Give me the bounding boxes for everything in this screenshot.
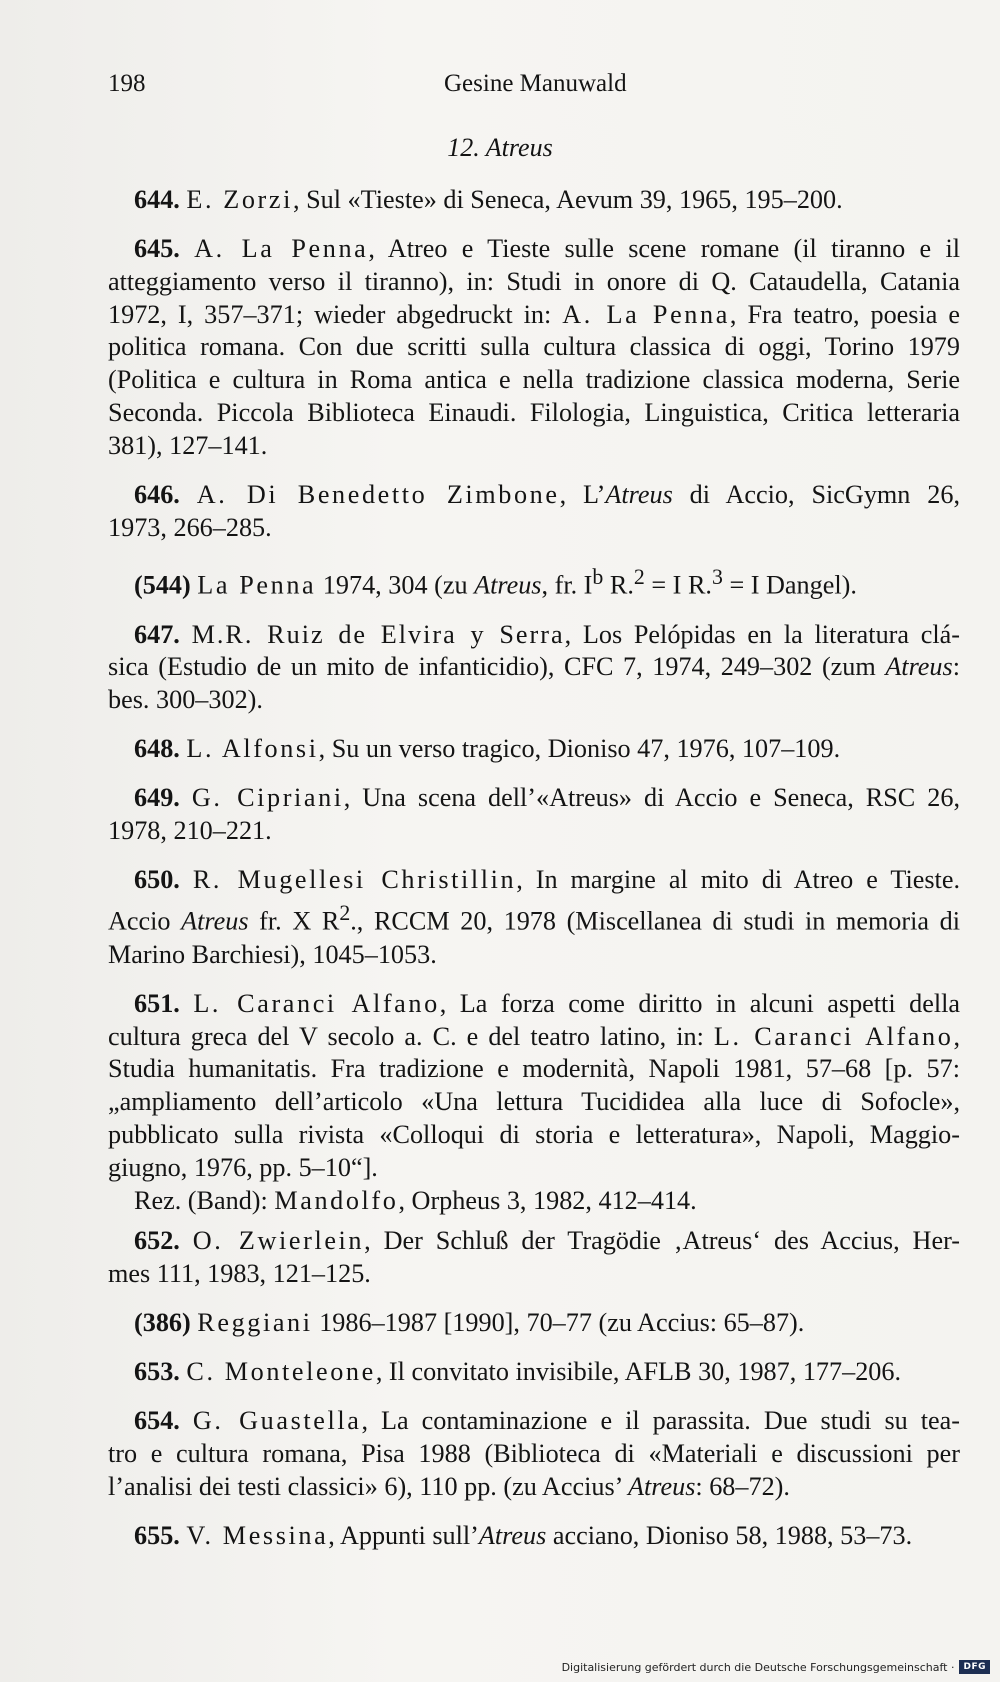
entry-author: E. Zorzi — [186, 185, 293, 214]
dfg-logo: DFG — [959, 1660, 990, 1674]
entry-author: A. La Penna — [194, 234, 369, 264]
entry-author: La Penna — [197, 570, 317, 600]
entry-649: 649. G. Cipriani, Una scena dell’«Atreus» di Accio e Seneca, RSC 26, 1978, 210–221. — [108, 783, 960, 846]
entry-author: G. Cipriani — [191, 783, 344, 813]
entry-647: 647. M.R. Ruiz de Elvira y Serra, Los Pelópidas en la literatura clá- sica (Estudio de un mito de infanticidio), CFC 7, 1974, 249–302 (zum Atreus: bes. 300–302). — [108, 619, 960, 715]
running-author: Gesine Manuwald — [444, 70, 627, 97]
entry-author: V. Messina — [186, 1521, 329, 1551]
review-line: Rez. (Band): Mandolfo, Orpheus 3, 1982, 412–414. — [134, 1185, 697, 1215]
entry-655: 655. V. Messina, Appunti sull’Atreus acciano, Dioniso 58, 1988, 53–73. — [134, 1521, 913, 1551]
entry-645: 645. A. La Penna, Atreo e Tieste sulle scene romane (il tiranno e il atteggiamento verso il tiranno), in: Studi in onore di Q. Cataudella, Catania 1972, I, 357–371; wieder abgedruckt in: A. La Penna, Fra teatro, poesia e politica romana. Con due scritti sulla cultura classica di oggi, Torino 1979 (Politica e cultura in Roma antica e nella tradizione classica moderna, Serie Seconda. Piccola Biblioteca Einaudi. Filologia, Linguistica, Critica letteraria 381), 127–141. — [108, 234, 961, 460]
entry-author: Reggiani — [197, 1308, 313, 1338]
digitization-footer — [562, 1660, 990, 1674]
page-number: 198 — [108, 70, 146, 97]
entry-author: L. Alfonsi — [186, 734, 319, 764]
entry-652: 652. O. Zwierlein, Der Schluß der Tragödie ‚Atreus‘ des Accius, Her- mes 111, 1983, 121–125. — [108, 1226, 960, 1289]
running-header — [108, 70, 960, 106]
entry-650: 650. R. Mugellesi Christillin, In margine al mito di Atreo e Tieste. Accio Atreus fr. X $R^2$., RCCM 20, 1978 (Miscellanea di studi in memoria di Marino Barchiesi), 1045–1053. — [108, 865, 961, 969]
entry-653: 653. C. Monteleone, Il convitato invisibile, AFLB 30, 1987, 177–206. — [134, 1357, 902, 1387]
section-title: 12. Atreus — [447, 133, 553, 162]
entry-654: 654. G. Guastella, La contaminazione e il parassita. Due studi su tea- tro e cultura romana, Pisa 1988 (Biblioteca di «Materiali e discussioni per l’analisi dei testi classici» 6), 110 pp. (zu Accius’ Atreus: 68–72). — [108, 1406, 961, 1502]
entry-author: O. Zwierlein — [192, 1226, 365, 1256]
entry-author: M.R. Ruiz de Elvira y Serra — [191, 619, 565, 649]
bibliography-list — [108, 184, 960, 1569]
entry-author: A. Di Benedetto Zimbone — [196, 479, 560, 509]
entry-crossref-544: (544) La Penna 1974, 304 (zu Atreus, fr. $I^b$ R.$^2$ = I R.$^3$ = I Dangel). — [134, 564, 857, 600]
entry-651: 651. L. Caranci Alfano, La forza come diritto in alcuni aspetti della cultura greca del V secolo a. C. e del teatro latino, in: L. Caranci Alfano, Studia humanitatis. Fra tradizione e modernità, Napoli 1981, 57–68 [p. 57: „ampliamento dell’articolo «Una lettura Tucididea alla luce di Sofocle», pubblicato sulla rivista «Colloqui di storia e letteratura», Napoli, Maggio- giugno, 1976, pp. 5–10“]. Rez. (Band): Mandolfo, Orpheus 3, 1982, 412–414. — [108, 988, 960, 1218]
entry-author: C. Monteleone — [186, 1357, 376, 1387]
footer-text: Digitalisierung gefördert durch die Deutsche Forschungsgemeinschaft · — [561, 1660, 955, 1674]
entry-648: 648. L. Alfonsi, Su un verso tragico, Dioniso 47, 1976, 107–109. — [134, 734, 841, 764]
entry-author: G. Guastella — [192, 1406, 362, 1436]
entry-author: L. Caranci Alfano — [193, 988, 440, 1018]
entry-crossref-386: (386) Reggiani 1986–1987 [1990], 70–77 (zu Accius: 65–87). — [134, 1308, 805, 1338]
entry-644: 644. E. Zorzi, Sul «Tieste» di Seneca, Aevum 39, 1965, 195–200. — [134, 185, 843, 214]
entry-author: R. Mugellesi Christillin — [192, 865, 517, 895]
entry-646: 646. A. Di Benedetto Zimbone, L’Atreus di Accio, SicGymn 26, 1973, 266–285. — [108, 479, 961, 542]
